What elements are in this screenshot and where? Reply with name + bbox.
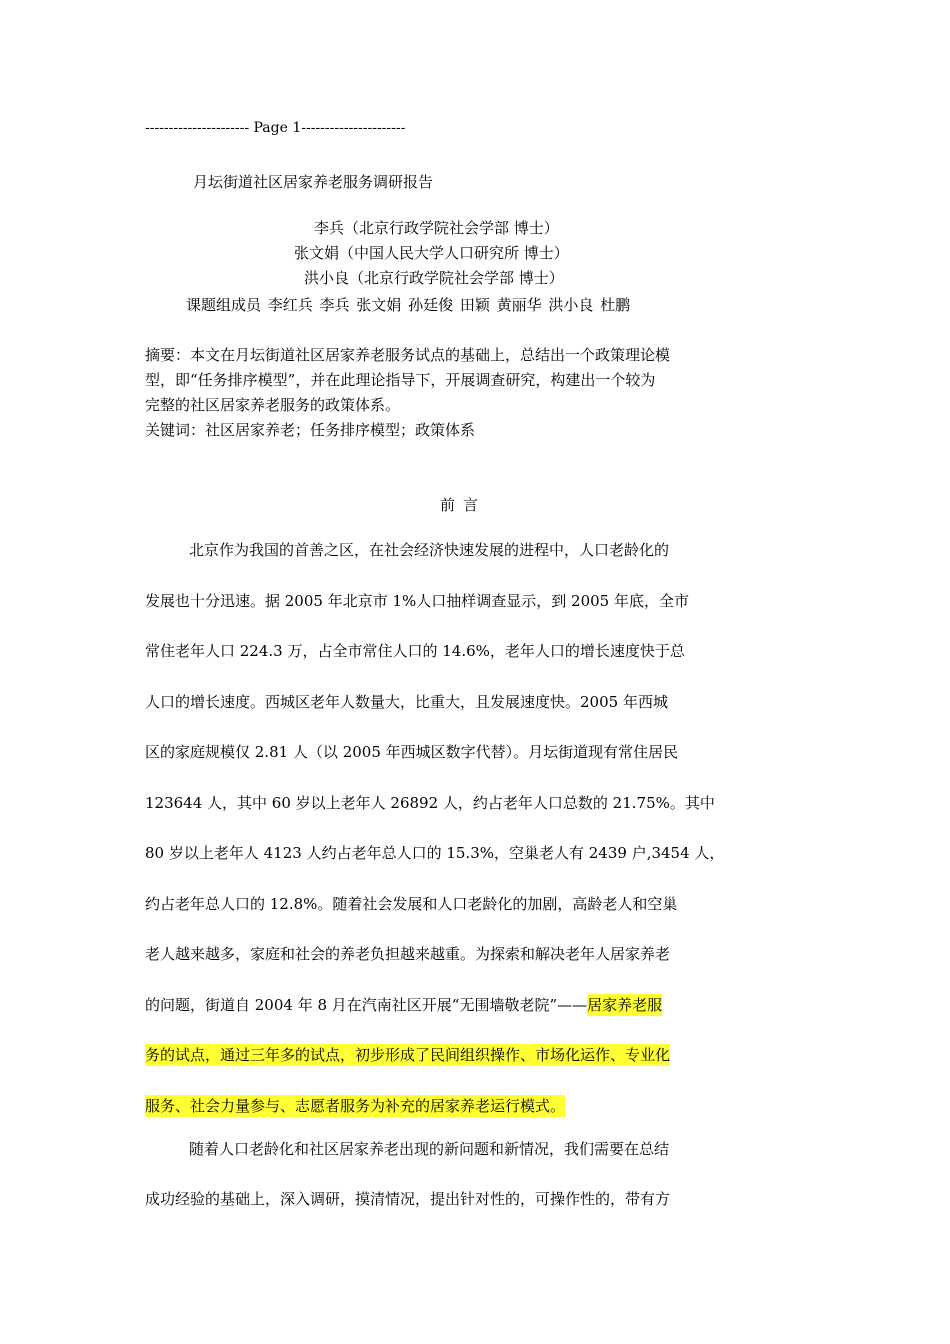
paragraph-line: 123644 人，其中 60 岁以上老年人 26892 人，约占老年人口总数的 21.75%。其中 (145, 794, 715, 812)
paragraph-text: 的问题，街道自 2004 年 8 月在汽南社区开展“无围墙敬老院”—— (145, 996, 588, 1014)
paragraph-line (145, 1042, 670, 1068)
research-team-members: 课题组成员 李红兵 李兵 张文娟 孙廷俊 田颖 黄丽华 洪小良 杜鹏 (186, 296, 631, 314)
highlighted-text: 居家养老服 (587, 996, 663, 1014)
abstract-line: 型，即“任务排序模型”，并在此理论指导下，开展调查研究，构建出一个较为 (145, 371, 656, 389)
paragraph-line: 80 岁以上老年人 4123 人约占老年总人口的 15.3%，空巢老人有 2439 户,3454 人， (145, 844, 725, 862)
author-3: 洪小良（北京行政学院社会学部 博士） (304, 269, 564, 287)
author-1: 李兵（北京行政学院社会学部 博士） (314, 219, 559, 237)
highlighted-text: 务的试点，通过三年多的试点，初步形成了民间组织操作、市场化运作、专业化 (145, 1046, 671, 1064)
report-title: 月坛街道社区居家养老服务调研报告 (193, 173, 434, 191)
paragraph-line: 北京作为我国的首善之区，在社会经济快速发展的进程中，人口老龄化的 (189, 541, 670, 559)
paragraph-line: 约占老年总人口的 12.8%。随着社会发展和人口老龄化的加剧，高龄老人和空巢 (145, 895, 678, 913)
abstract-line: 摘要：本文在月坛街道社区居家养老服务试点的基础上，总结出一个政策理论模 (145, 346, 671, 364)
abstract-block (145, 343, 765, 443)
paragraph-line: 常住老年人口 224.3 万，占全市常住人口的 14.6%，老年人口的增长速度快于总 (145, 642, 685, 660)
paragraph-line: 老人越来越多，家庭和社会的养老负担越来越重。为探索和解决老年人居家养老 (145, 945, 671, 963)
highlighted-text: 服务、社会力量参与、志愿者服务为补充的居家养老运行模式。 (145, 1097, 566, 1115)
paragraph-line (145, 1093, 565, 1119)
paragraph-line (145, 992, 662, 1018)
paragraph-line: 成功经验的基础上，深入调研，摸清情况，提出针对性的，可操作性的，带有方 (145, 1190, 671, 1208)
abstract-line: 完整的社区居家养老服务的政策体系。 (145, 396, 401, 414)
author-2: 张文娟（中国人民大学人口研究所 博士） (294, 244, 569, 262)
paragraph-line: 人口的增长速度。西城区老年人数量大，比重大，且发展速度快。2005 年西城 (145, 693, 668, 711)
preface-heading: 前言 (440, 496, 487, 514)
page-marker: ---------------------- Page 1---------------------- (145, 120, 406, 136)
paragraph-line: 发展也十分迅速。据 2005 年北京市 1%人口抽样调查显示，到 2005 年底，全市 (145, 592, 689, 610)
keywords-line: 关键词：社区居家养老；任务排序模型；政策体系 (145, 421, 476, 439)
paragraph-line: 随着人口老龄化和社区居家养老出现的新问题和新情况，我们需要在总结 (189, 1140, 670, 1158)
paragraph-line: 区的家庭规模仅 2.81 人（以 2005 年西城区数字代替）。月坛街道现有常住居民 (145, 743, 679, 761)
